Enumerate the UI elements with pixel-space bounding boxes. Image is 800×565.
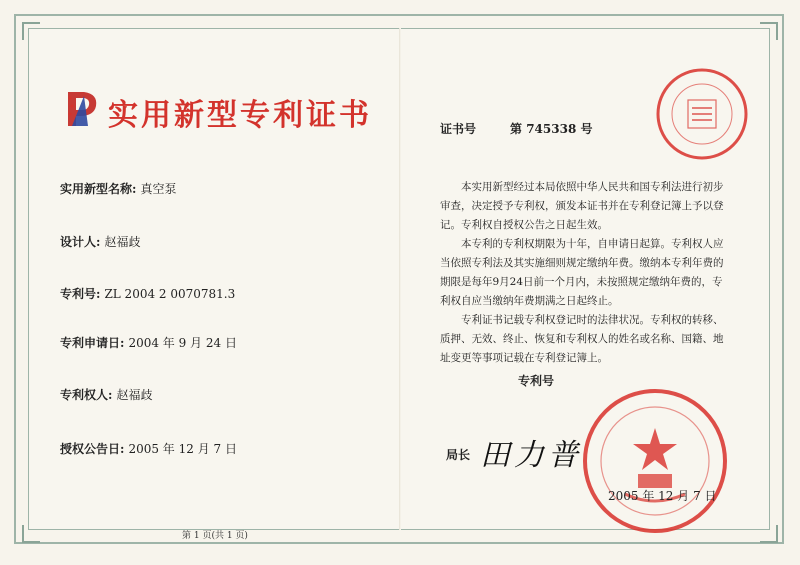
utility-model-name-value: 真空泵 bbox=[140, 182, 177, 196]
certificate-title: 实用新型专利证书 bbox=[108, 98, 372, 133]
corner-ornament bbox=[760, 525, 778, 543]
patent-number-label: 专利号: bbox=[60, 287, 101, 301]
agency-seal-stamp bbox=[654, 66, 750, 162]
patent-number-label-right: 专利号 bbox=[518, 374, 555, 388]
director-label: 局长 bbox=[446, 448, 471, 462]
filing-date-label: 专利申请日: bbox=[60, 336, 125, 350]
director-signature: 田力普 bbox=[480, 438, 582, 473]
corner-ornament bbox=[22, 525, 40, 543]
corner-ornament bbox=[22, 22, 40, 40]
utility-model-name-row bbox=[60, 180, 176, 197]
patentee-value: 赵福歧 bbox=[116, 388, 153, 402]
certificate-number-value: 第 745338 号 bbox=[510, 122, 593, 136]
page-number: 第 1 页(共 1 页) bbox=[182, 531, 248, 541]
announce-date-row bbox=[60, 440, 237, 457]
utility-model-name-label: 实用新型名称: bbox=[60, 182, 137, 196]
announce-date-value: 2005 年 12 月 7 日 bbox=[128, 442, 237, 456]
patentee-label: 专利权人: bbox=[60, 388, 113, 402]
patent-number-value: ZL 2004 2 0070781.3 bbox=[104, 287, 236, 301]
patentee-row bbox=[60, 386, 152, 403]
center-fold bbox=[399, 28, 401, 530]
body-paragraph: 本专利的专利权期限为十年，自申请日起算。专利权人应当依照专利法及其实施细则规定缴纳年费。缴纳本专利年费的期限是每年9月24日前一个月内，未按照规定缴纳年费的，专利权自应当缴纳年费期满之日起终止。 bbox=[440, 238, 724, 307]
filing-date-row bbox=[60, 334, 237, 351]
certificate-number bbox=[440, 120, 592, 137]
announce-date-label: 授权公告日: bbox=[60, 442, 125, 456]
inventor-label: 设计人: bbox=[60, 235, 101, 249]
certificate-body-text bbox=[440, 178, 730, 368]
corner-ornament bbox=[760, 22, 778, 40]
inventor-row bbox=[60, 233, 140, 250]
issue-date: 2005 年 12 月 7 日 bbox=[608, 489, 717, 503]
certificate-number-label: 证书号 bbox=[440, 122, 477, 136]
inventor-value: 赵福歧 bbox=[104, 235, 141, 249]
national-ip-office-seal-stamp bbox=[580, 386, 730, 536]
patent-number-row bbox=[60, 285, 235, 302]
patent-office-logo-icon bbox=[62, 86, 102, 128]
body-paragraph: 本实用新型经过本局依照中华人民共和国专利法进行初步审查，决定授予专利权，颁发本证书并在专利登记簿上予以登记。专利权自授权公告之日起生效。 bbox=[440, 181, 724, 231]
filing-date-value: 2004 年 9 月 24 日 bbox=[128, 336, 237, 350]
body-paragraph: 专利证书记载专利权登记时的法律状况。专利权的转移、质押、无效、终止、恢复和专利权人的姓名或名称、国籍、地址变更等事项记载在专利登记簿上。 bbox=[440, 314, 724, 364]
